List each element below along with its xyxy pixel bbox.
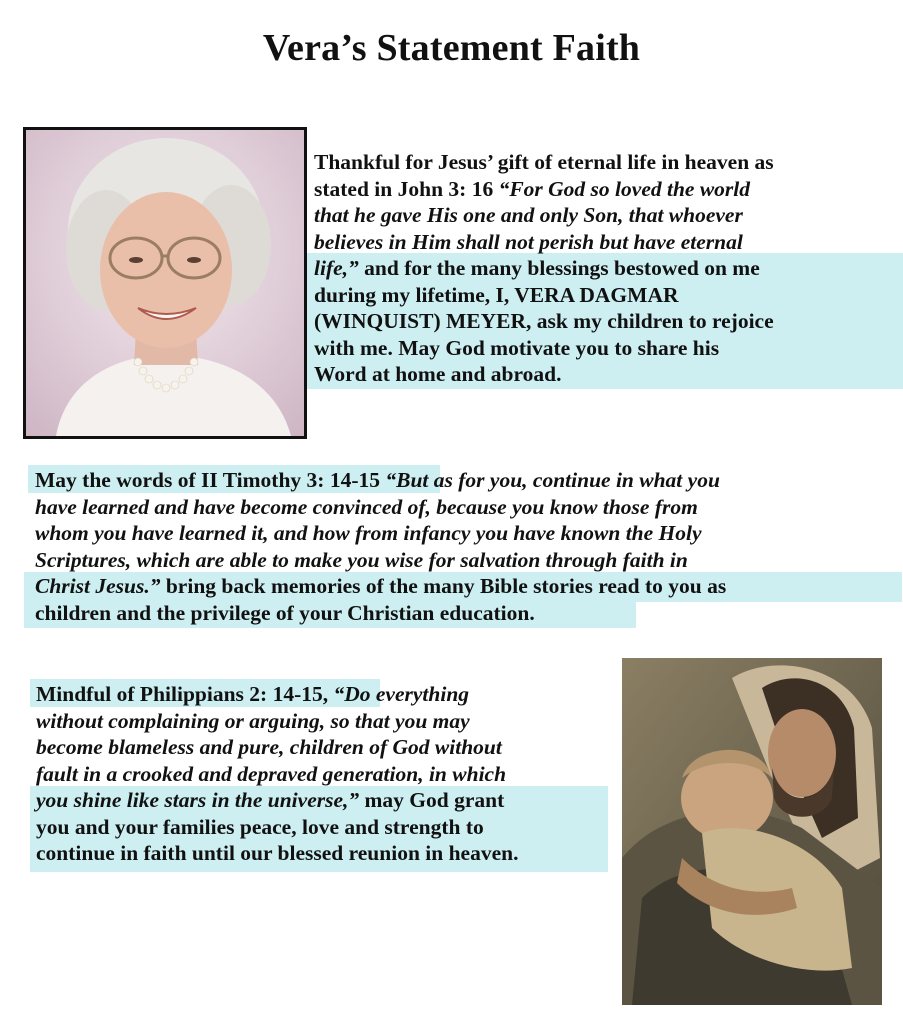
text-line: life,” and for the many blessings bestowed on me — [314, 256, 760, 280]
text-line: continue in faith until our blessed reunion in heaven. — [36, 841, 519, 865]
text-line: with me. May God motivate you to share his — [314, 335, 720, 360]
text-line: stated in John 3: 16 “For God so loved the world — [314, 176, 751, 201]
faith-paragraph-1 — [314, 149, 774, 388]
text-line: during my lifetime, I, VERA DAGMAR — [314, 282, 679, 307]
text-line: Word at home and abroad. — [314, 362, 562, 386]
text-line: children and the privilege of your Christian education. — [35, 600, 535, 625]
text-line: become blameless and pure, children of God without — [36, 735, 502, 759]
portrait-photo — [23, 127, 307, 439]
faith-paragraph-2 — [35, 467, 726, 626]
text-line: Scriptures, which are able to make you wise for salvation through faith in — [35, 547, 688, 572]
portrait-illustration — [26, 130, 304, 436]
text-line: May the words of II Timothy 3: 14-15 “But as for you, continue in what you — [35, 468, 720, 492]
text-line: believes in Him shall not perish but have eternal — [314, 229, 743, 254]
text-line: Mindful of Philippians 2: 14-15, “Do everything — [36, 682, 470, 706]
text-line: you shine like stars in the universe,” may God grant — [36, 788, 505, 812]
page-title: Vera’s Statement Faith — [262, 27, 641, 69]
text-line: whom you have learned it, and how from infancy you have known the Holy — [35, 521, 702, 545]
faith-paragraph-3 — [36, 681, 518, 867]
painting-illustration — [622, 658, 882, 1005]
text-line: (WINQUIST) MEYER, ask my children to rejoice — [314, 309, 774, 333]
text-line: have learned and have become convinced of, because you know those from — [35, 494, 698, 519]
text-line: Christ Jesus.” bring back memories of the many Bible stories read to you as — [35, 574, 727, 598]
text-line: Thankful for Jesus’ gift of eternal life in heaven as — [314, 150, 774, 174]
jesus-child-painting — [622, 658, 882, 1005]
text-line: without complaining or arguing, so that you may — [36, 708, 470, 733]
text-line: fault in a crooked and depraved generation, in which — [36, 761, 507, 786]
text-line: you and your families peace, love and strength to — [36, 814, 484, 839]
text-line: that he gave His one and only Son, that whoever — [314, 203, 743, 227]
